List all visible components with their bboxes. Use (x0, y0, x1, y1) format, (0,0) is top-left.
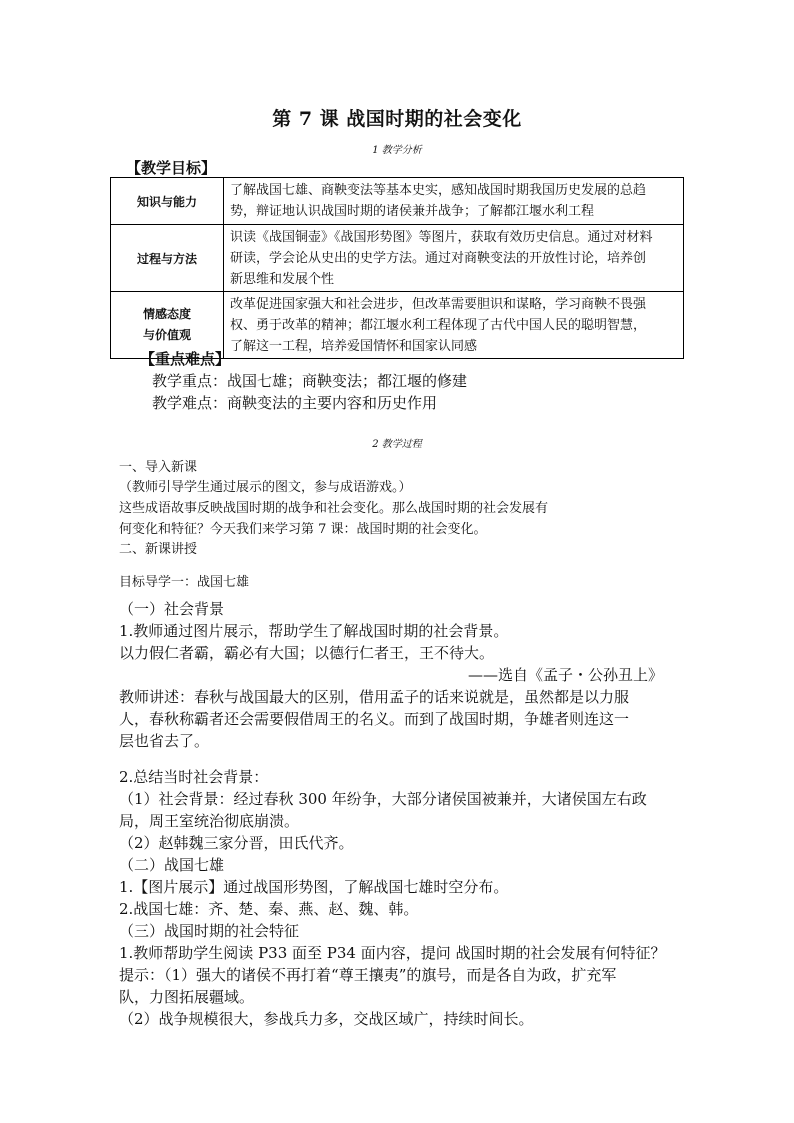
paragraph: 局，周王室统治彻底崩溃。 (119, 812, 300, 830)
subsection-heading: （一）社会背景 (119, 600, 225, 618)
paragraph: （2）赵韩魏三家分晋，田氏代齐。 (119, 834, 354, 852)
quote: 以力假仁者霸，霸必有大国；以德行仁者王，王不待大。 (119, 644, 495, 662)
subsection-heading: （二）战国七雄 (119, 856, 225, 874)
row-line: 了解这一工程，培养爱国情怀和国家认同感 (230, 338, 478, 354)
quote-source: ——选自《孟子・公孙丑上》 (468, 666, 664, 684)
paragraph: 1.教师帮助学生阅读 P33 面至 P34 面内容，提问 战国时期的社会发展有何特征？ (119, 944, 666, 962)
intro-line: 何变化和特征？今天我们来学习第 7 课：战国时期的社会变化。 (119, 522, 487, 537)
objectives-table (110, 177, 684, 359)
row-label: 过程与方法 (111, 225, 224, 292)
paragraph: 队，力图拓展疆域。 (119, 988, 255, 1006)
row-line: 势，辩证地认识战国时期的诸侯兼并战争；了解都江堰水利工程 (230, 204, 595, 219)
lesson-title: 第 7 课 战国时期的社会变化 (272, 108, 522, 130)
paragraph: 层也省去了。 (119, 732, 210, 750)
paragraph: （1）社会背景：经过春秋 300 年纷争，大部分诸侯国被兼并，大诸侯国左右政 (119, 790, 647, 808)
paragraph: （2）战争规模很大，参战兵力多，交战区域广，持续时间长。 (119, 1010, 534, 1028)
row-line: 权、勇于改革的精神；都江堰水利工程体现了古代中国人民的聪明智慧， (230, 317, 647, 333)
key-difficulty: 教学难点：商鞅变法的主要内容和历史作用 (152, 394, 438, 412)
objectives-heading: 【教学目标】 (126, 159, 217, 177)
new-lesson-heading: 二、新课讲授 (119, 542, 198, 557)
goal-heading: 目标导学一：战国七雄 (119, 575, 250, 590)
row-line: 识读《战国铜壶》《战国形势图》等图片，获取有效历史信息。通过对材料 (230, 229, 653, 245)
intro-line: （教师引导学生通过展示的图文，参与成语游戏。） (119, 480, 412, 495)
row-content (224, 292, 684, 359)
row-content (224, 178, 684, 225)
paragraph: 提示：（1）强大的诸侯不再打着“尊王攘夷”的旗号，而是各自为政，扩充军 (119, 966, 617, 984)
row-label-line: 与价值观 (142, 328, 191, 342)
row-content (224, 225, 684, 292)
subsection-heading: （三）战国时期的社会特征 (119, 922, 300, 940)
paragraph: 人，春秋称霸者还会需要假借周王的名义。而到了战国时期，争雄者则连这一 (119, 710, 630, 728)
row-label: 知识与能力 (111, 178, 224, 225)
section-heading-process: 2 教学过程 (372, 439, 422, 450)
row-line: 改革促进国家强大和社会进步，但改革需要胆识和谋略，学习商鞅不畏强 (230, 296, 647, 312)
row-label-line: 情感态度 (142, 307, 191, 321)
paragraph: 2.战国七雄：齐、楚、秦、燕、赵、魏、韩。 (119, 900, 419, 918)
row-line: 新思维和发展个性 (230, 271, 335, 287)
section-heading-analysis: 1 教学分析 (372, 145, 422, 156)
paragraph: 1.【图片展示】通过战国形势图，了解战国七雄时空分布。 (119, 878, 509, 896)
key-points-heading: 【重点难点】 (140, 350, 231, 368)
paragraph: 1.教师通过图片展示，帮助学生了解战国时期的社会背景。 (119, 622, 509, 640)
paragraph: 2.总结当时社会背景： (119, 768, 269, 786)
intro-line: 这些成语故事反映战国时期的战争和社会变化。那么战国时期的社会发展有 (119, 501, 549, 516)
key-focus: 教学重点：战国七雄；商鞅变法；都江堰的修建 (152, 372, 468, 390)
intro-heading: 一、导入新课 (119, 460, 198, 475)
row-line: 研读，学会论从史出的史学方法。通过对商鞅变法的开放性讨论，培养创 (230, 250, 647, 266)
row-line: 了解战国七雄、商鞅变法等基本史实，感知战国时期我国历史发展的总趋 (230, 183, 647, 198)
table-row (111, 178, 684, 225)
table-row (111, 225, 684, 292)
paragraph: 教师讲述：春秋与战国最大的区别，借用孟子的话来说就是，虽然都是以力服 (119, 688, 630, 706)
